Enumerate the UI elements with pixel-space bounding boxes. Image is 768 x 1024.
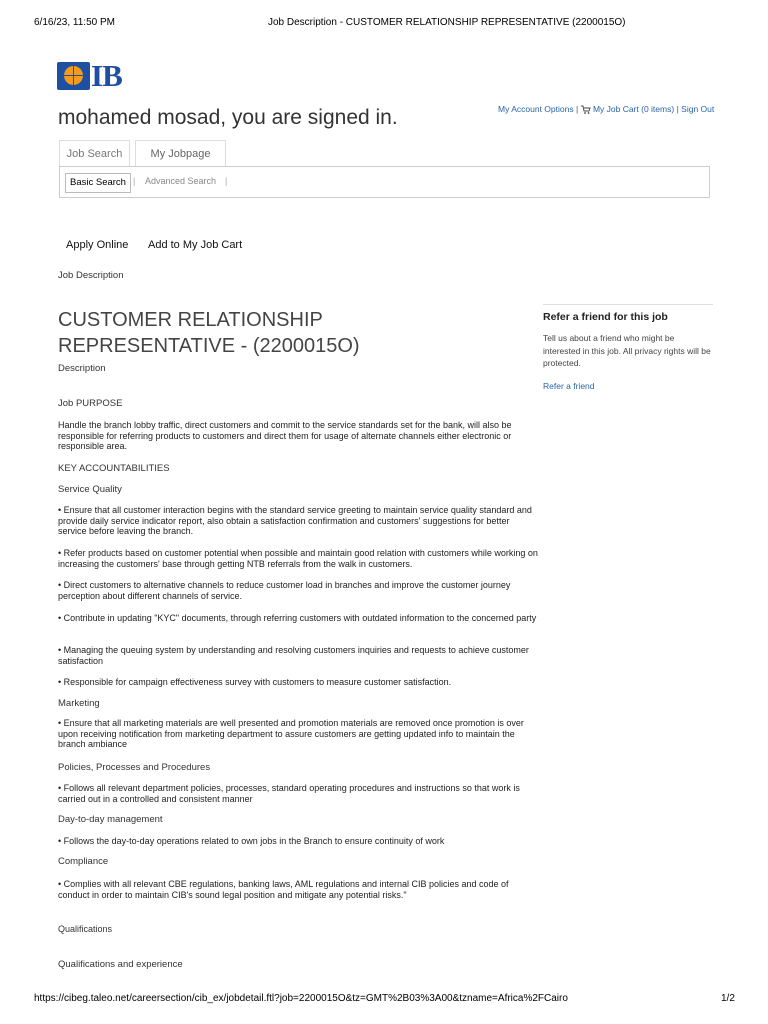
- service-item-3: • Direct customers to alternative channels to reduce customer load in branches and improve the customer journey perception about different channels of service.: [58, 580, 511, 601]
- search-separator: |: [133, 176, 136, 186]
- refer-friend-text: Tell us about a friend who might be interested in this job. All privacy rights will be protected.: [543, 333, 711, 368]
- tab-job-search-label: Job Search: [66, 148, 123, 160]
- apply-online-button[interactable]: Apply Online: [66, 239, 129, 251]
- cib-logo-text: IB: [91, 58, 122, 93]
- day-to-day-heading: Day-to-day management: [58, 814, 163, 825]
- purpose-text: Handle the branch lobby traffic, direct customers and commit to the service standards set for the bank, will also be responsible for referring products to customers and direct them for usage of alternate channels either electronic or responsible area.: [58, 420, 512, 451]
- qualifications-experience-heading: Qualifications and experience: [58, 959, 183, 970]
- job-title-line1: CUSTOMER RELATIONSHIP: [58, 309, 323, 331]
- policies-item-1: • Follows all relevant department policies, processes, standard operating procedures and instructions so that work is carried out in a controlled and consistent manner: [58, 783, 520, 804]
- cib-logo-mark: [57, 62, 90, 90]
- compliance-item-1: • Complies with all relevant CBE regulations, banking laws, AML regulations and internal CIB policies and code of conduct in order to maintain CIB's sound legal position and mitigate any potential risks.": [58, 879, 509, 900]
- my-job-cart-link[interactable]: My Job Cart (0 items): [592, 104, 675, 114]
- service-item-2: • Refer products based on customer potential when possible and maintain good relation with customers while working on increasing the customers' base through getting NTB referrals from the walk in customers.: [58, 548, 538, 569]
- account-links: [498, 104, 714, 115]
- service-quality-heading: Service Quality: [58, 484, 122, 495]
- tab-my-jobpage[interactable]: [135, 140, 226, 166]
- print-url: https://cibeg.taleo.net/careersection/cib_ex/jobdetail.ftl?job=2200015O&tz=GMT%2B03%3A00&tzname=Africa%2FCairo: [34, 993, 568, 1004]
- add-to-job-cart-button[interactable]: Add to My Job Cart: [148, 239, 243, 251]
- print-page-title: Job Description - CUSTOMER RELATIONSHIP REPRESENTATIVE (2200015O): [268, 17, 626, 28]
- job-title-line2: REPRESENTATIVE - (2200015O): [58, 335, 360, 357]
- refer-friend-link[interactable]: Refer a friend: [543, 380, 595, 391]
- sign-out-link[interactable]: Sign Out: [681, 104, 715, 114]
- tab-my-jobpage-label: My Jobpage: [150, 148, 211, 160]
- refer-friend-title: Refer a friend for this job: [543, 311, 668, 323]
- service-item-4: • Contribute in updating "KYC" documents, through referring customers with outdated information to the concerned party: [58, 613, 537, 623]
- day-to-day-item-1: • Follows the day-to-day operations related to own jobs in the Branch to ensure continuity of work: [58, 836, 445, 846]
- my-account-options-link[interactable]: My Account Options: [498, 104, 574, 114]
- signed-in-message: mohamed mosad, you are signed in.: [58, 106, 398, 129]
- job-title: [58, 307, 538, 359]
- basic-search-button[interactable]: Basic Search: [65, 173, 131, 193]
- search-panel: [59, 166, 710, 198]
- description-label: Description: [58, 363, 106, 374]
- advanced-search-link[interactable]: Advanced Search: [145, 176, 217, 186]
- service-item-6: • Responsible for campaign effectiveness survey with customers to measure customer satisfaction.: [58, 677, 452, 687]
- cib-logo[interactable]: [57, 58, 122, 93]
- print-datetime: 6/16/23, 11:50 PM: [34, 17, 115, 28]
- service-item-5: • Managing the queuing system by understanding and resolving customers inquiries and requests to achieve customer satisfaction: [58, 645, 529, 666]
- breadcrumb: Job Description: [58, 270, 124, 281]
- marketing-item-1: • Ensure that all marketing materials are well presented and promotion materials are removed once promotion is over upon receiving notification from marketing department to assure customers are getting updated info to maintain the branch ambiance: [58, 718, 524, 749]
- account-separator: |: [676, 104, 679, 114]
- qualifications-heading: Qualifications: [58, 924, 113, 934]
- purpose-heading: Job PURPOSE: [58, 398, 123, 409]
- tab-job-search[interactable]: [59, 140, 130, 166]
- refer-friend-panel: [543, 304, 713, 391]
- service-item-1: • Ensure that all customer interaction begins with the standard service greeting to maintain service quality standard and provide daily service indicator report, also obtain a satisfaction confirmation and customers' suggestions for better service before leaving the branch.: [58, 505, 532, 536]
- print-page-number: 1/2: [721, 993, 735, 1004]
- policies-heading: Policies, Processes and Procedures: [58, 762, 211, 773]
- marketing-heading: Marketing: [58, 698, 100, 709]
- compliance-heading: Compliance: [58, 856, 109, 867]
- cart-icon: [581, 105, 591, 115]
- search-separator: |: [225, 176, 228, 186]
- key-accountabilities-heading: KEY ACCOUNTABILITIES: [58, 463, 170, 474]
- account-separator: |: [575, 104, 579, 114]
